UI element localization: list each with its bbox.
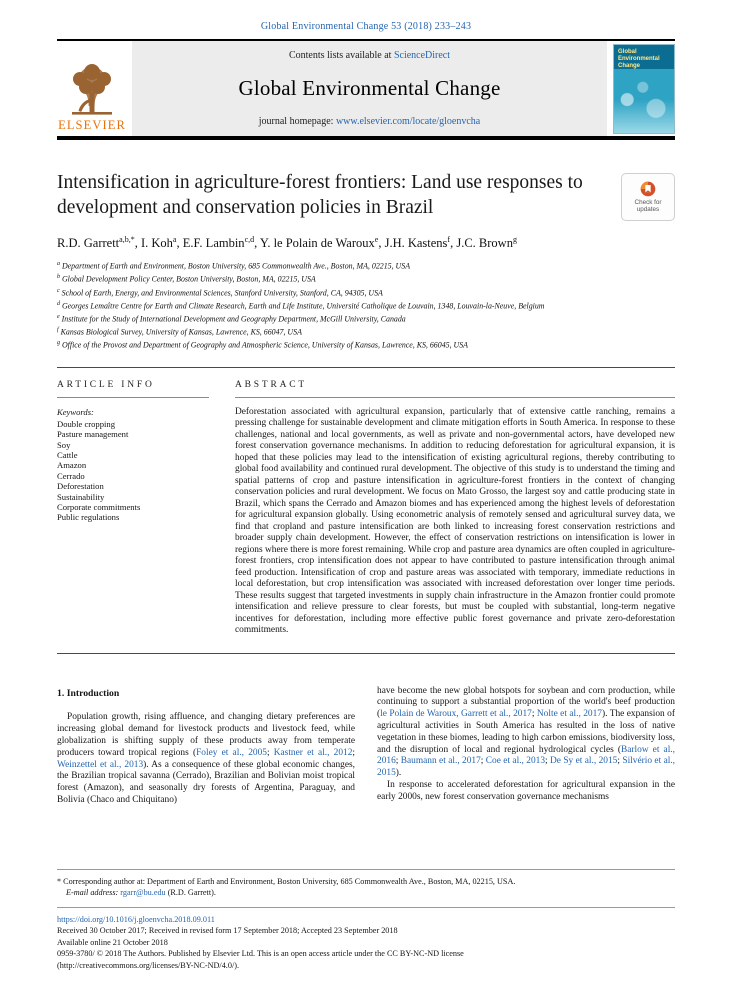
journal-title: Global Environmental Change [238,76,501,100]
affiliation-sup: f [57,327,59,334]
corresponding-author-note: * Corresponding author at: Department of Earth and Environment, Boston University, 685 Commonwealth Ave., Boston, MA, 02215, USA. [57,877,516,886]
author-affil-sup: e [374,235,379,244]
citation-link[interactable]: Weinzettel et al., 2013 [57,759,144,770]
affiliation [57,338,675,351]
text-segment: ; [531,709,537,720]
author-affil-sup: f [447,235,451,244]
affiliation-sup: e [57,314,60,321]
keywords-label: Keywords: [57,406,94,417]
cover-column [612,41,675,136]
citation-link[interactable]: Silvério et al., 2015 [377,756,676,779]
intro-paragraph-1 [57,712,355,806]
check-label-line1: Check for [634,199,662,206]
citation-link[interactable]: Coe et al., 2013 [485,756,546,767]
publication-info [57,907,675,971]
article-info-abstract-block [57,380,675,637]
body-text [57,686,675,807]
affiliation-text: Global Development Policy Center, Boston University, Boston, MA, 02215, USA [61,275,316,284]
homepage-label: journal homepage: [258,116,334,127]
affiliation [57,325,675,338]
body-column-left [57,686,355,807]
footnotes [57,869,675,898]
author [183,236,258,250]
citation-link[interactable]: Baumann et al., 2017 [400,756,481,767]
author-name: J.C. Brown [456,236,513,251]
intro-paragraph-3 [377,780,675,804]
affiliation-text: Institute for the Study of International Development and Geography Department, McGill University, Canada [61,314,406,324]
doi-link[interactable]: https://doi.org/10.1016/j.gloenvcha.2018.09.011 [57,915,215,924]
article-info-heading: ARTICLE INFO [57,380,209,398]
affiliation-sup: a [57,261,60,268]
author-separator: , [134,236,138,251]
text-segment: ; [617,756,623,767]
section-rule-bottom [57,653,675,654]
affiliations [57,259,675,352]
affiliation-text: Department of Earth and Environment, Boston University, 685 Commonwealth Ave., Boston, MA, 02215, USA [61,261,411,271]
author-affil-sup: g [512,235,517,244]
abstract-column [235,380,675,637]
article-title: Intensification in agriculture-forest frontiers: Land use responses to development and conservation policies in Brazil [57,172,583,218]
check-for-updates-label [635,199,662,213]
journal-masthead [132,41,607,136]
abstract-heading: ABSTRACT [235,380,675,398]
keyword: Deforestation [57,481,104,492]
intro-paragraph-2 [377,686,675,780]
author-name: I. Koh [140,236,173,251]
check-label-line2: updates [636,206,660,213]
keyword: Public regulations [57,512,120,523]
affiliation [57,286,675,299]
journal-citation-link[interactable]: Global Environmental Change 53 (2018) 233–243 [260,21,472,32]
license-url: (http://creativecommons.org/licenses/BY-NC-ND/4.0/). [57,960,239,970]
text-segment: ; [352,747,356,758]
email-label: E-mail address: [66,888,119,897]
received-dates: Received 30 October 2017; Received in revised form 17 September 2018; Accepted 23 September 2018 [57,926,398,936]
citation-link[interactable]: Nolte et al., 2017 [536,709,602,720]
author-separator: , [254,236,258,251]
header-bottom-rule [57,136,675,140]
body-column-right [377,686,675,807]
email-line [57,887,675,898]
author-separator: , [176,236,180,251]
keyword: Amazon [57,460,87,471]
keyword: Soy [57,439,71,450]
author-separator: , [450,236,454,251]
text-segment: ). The expansion of agricultural activities in South America has resulted in the loss of native vegetation in these biomes, leading to high carbon emissions, biodiversity loss, and the disruption of local and regional hydrological cycles ( [377,709,675,755]
text-segment: In response to accelerated deforestation for agricultural expansion in the early 2000s, new forest conservation governance mechanisms [377,780,675,802]
cover-masthead: Global Environmental Change [618,48,660,69]
text-segment: ). [395,768,402,779]
homepage-line [140,116,599,127]
section-heading-introduction: 1. Introduction [57,687,120,699]
citation-link[interactable]: Foley et al., 2005 [196,747,267,758]
author [57,236,138,250]
author-list [57,235,675,251]
affiliation-text: School of Earth, Energy, and Environmental Sciences, Stanford University, Stanford, CA, 94305, USA [61,288,383,298]
citation-link[interactable]: Barlow et al., 2016 [377,744,675,767]
page-footer [57,869,675,971]
elsevier-tree-icon [66,61,118,117]
affiliation-text: Georges Lemaître Centre for Earth and Climate Research, Earth and Life Institute, Université Catholique de Louvain, 1348, Louvain-la-Neuve, Belgium [61,301,545,311]
keyword: Sustainability [57,491,105,502]
email-link[interactable]: rgarr@bu.edu [120,888,166,897]
affiliation-sup: g [57,340,60,347]
section-rule-top [57,367,675,368]
author [385,236,454,250]
text-segment: ; [480,756,486,767]
author-name: R.D. Garrett [57,236,120,251]
homepage-url-link[interactable]: www.elsevier.com/locate/gloenvcha [335,116,481,127]
email-suffix: (R.D. Garrett). [167,888,216,897]
article-info-column [57,380,209,637]
available-online: Available online 21 October 2018 [57,937,168,947]
author [456,236,517,250]
author-name: E.F. Lambin [182,236,245,251]
text-segment: Population growth, rising affluence, and changing dietary preferences are increasing global demand for livestock products and livestock feed, while globalization is shifting supply of these products away from temperate producers toward tropical regions ( [57,712,355,758]
journal-header [57,41,675,136]
text-segment: ; [266,747,274,758]
copyright-line: 0959-3780/ © 2018 The Authors. Published by Elsevier Ltd. This is an open access article under the CC BY-NC-ND license [57,949,464,959]
journal-cover-thumbnail[interactable] [613,44,675,134]
text-segment: ; [395,756,401,767]
keyword: Double cropping [57,418,115,429]
affiliation-text: Kansas Biological Survey, University of Kansas, Lawrence, KS, 66047, USA [60,327,302,337]
abstract-text: Deforestation associated with agricultural expansion, particularly that of extensive cattle ranching, remains a pressing challenge for sustainable development and climate mitigation efforts in South America. In response to these challenges, national and local governments, as well as private and non-governmental actors, have developed new forest conservation governance mechanisms. In addition to reducing deforestation for agricultural expansion, it is hoped that these policies may lead to the intensification of existing agricultural regions, thereby contributing to global food availability and continued rural development. The objective of this study is to understand the timing and spatial patterns of crop and pasture intensification in agriculture-forest frontiers in the context of changing conservation policies and rural development. We focus on Mato Grosso, the largest soy and cattle producing state in Brazil, which spans the Cerrado and Amazon biomes and has experienced among the highest levels of deforestation for agricultural expansion globally. Using econometric analysis of remotely sensed and agricultural survey data, we find that cropland and pasture intensification are both linked to increasing forest conservation restrictions and broader supply chain development. However, the effect of conservation restrictions on intensification is lower in regions where there is more forest remaining. While crop and pasture area dynamics are often coupled in agriculture-forest frontiers, crop intensification does not appear to have contributed to pasture intensification through animal feed production. Intensification of crop and pasture areas was associated with temporary, immediate reductions in local deforestation, but crop intensification was associated with increased deforestation over longer time periods. These results suggest that targeted investments in supply chain infrastructure in the Amazon frontier could promote intensification and relieve pressure to clear forests, but must be coupled with substantial, long-term negative incentives for deforestation, including more effective public forest governance and private zero-deforestation commitments. [235,406,675,636]
elsevier-logo[interactable] [57,41,127,136]
sciencedirect-link[interactable]: ScienceDirect [393,50,451,61]
keyword: Pasture management [57,429,129,440]
author-affil-sup: a,b,* [119,235,135,244]
title-row [57,170,675,221]
text-segment: ). As a consequence of these global economic changes, the Brazilian tropical savanna (Cerrado), Brazilian and Bolivian moist tropical forest (Amazon), and seasonally dry forests of Argentina, Paraguay, and Bolivia (Chaco and Chiquitano) [57,759,355,806]
text-segment: ; [545,756,551,767]
affiliation [57,259,675,272]
affiliation-sup: b [57,274,60,281]
author-name: J.H. Kastens [384,236,448,251]
affiliation-sup: c [57,287,60,294]
author-affil-sup: a [172,235,177,244]
citation-link[interactable]: De Sy et al., 2015 [550,756,618,767]
elsevier-wordmark: ELSEVIER [58,118,126,132]
keyword: Cattle [57,449,78,460]
affiliation [57,272,675,285]
author [260,236,382,250]
author-separator: , [378,236,382,251]
author [141,236,180,250]
author-affil-sup: c,d [244,235,255,244]
text-segment: have become the new global hotspots for soybean and corn production, while continuing to support a substantial proportion of the world's beef production ( [377,685,675,720]
affiliation [57,299,675,312]
affiliation-sup: d [57,300,60,307]
citation-link[interactable]: Kastner et al., 2012 [273,747,353,758]
affiliation [57,312,675,325]
keyword: Corporate commitments [57,501,141,512]
check-for-updates-badge[interactable] [621,173,675,221]
author-name: Y. le Polain de Waroux [259,236,375,251]
contents-prefix: Contents lists available at [288,50,392,61]
affiliation-text: Office of the Provost and Department of Geography and Atmospheric Science, University of Kansas, Lawrence, KS, 66045, USA [61,341,469,351]
contents-line [140,50,599,61]
citation-link[interactable]: le Polain de Waroux, Garrett et al., 2017 [380,709,532,720]
keyword: Cerrado [57,470,85,481]
crossmark-icon [640,181,656,197]
